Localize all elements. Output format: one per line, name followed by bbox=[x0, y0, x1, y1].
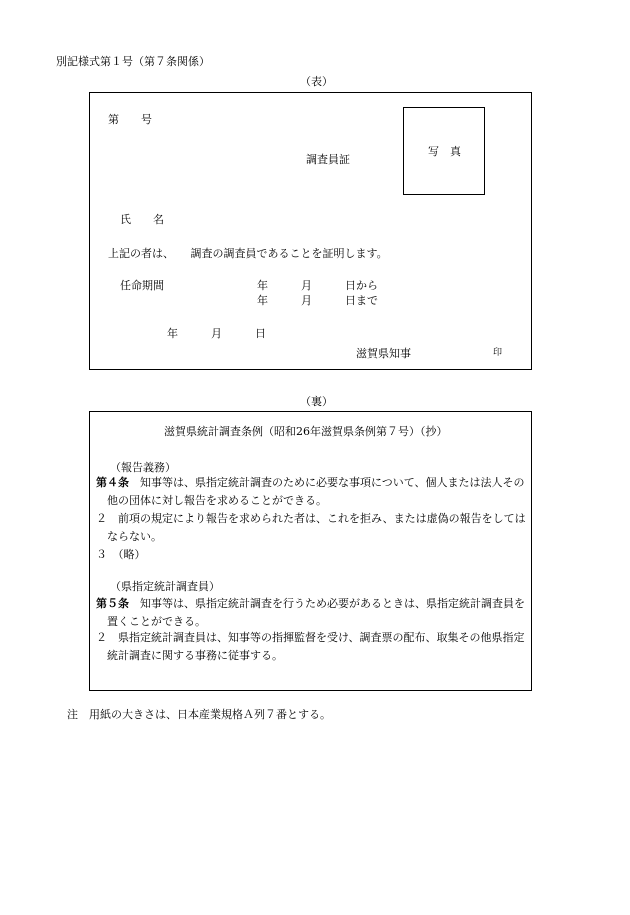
article5-paragraph1 bbox=[96, 595, 526, 631]
card-title: 調査員証 bbox=[306, 153, 350, 166]
ordinance-title: 滋賀県統計調査条例（昭和26年滋賀県条例第７号）（抄） bbox=[164, 425, 448, 438]
article4-heading: （報告義務） bbox=[110, 461, 176, 474]
photo-box bbox=[403, 107, 485, 195]
term-to: 年 月 日まで bbox=[257, 294, 378, 307]
article5-text: 知事等は、県指定統計調査を行うため必要があるときは、県指定統計調査員を置くことができる。 bbox=[107, 597, 525, 628]
article5-paragraph2: ２ 県指定統計調査員は、知事等の指揮監督を受け、調査票の配布、取集その他県指定統計調査に関する事務に従事する。 bbox=[96, 631, 525, 662]
article4-paragraph1 bbox=[96, 474, 526, 510]
article4-paragraph3: ３ （略） bbox=[96, 548, 146, 561]
photo-label: 写 真 bbox=[428, 145, 461, 158]
issuer-name: 滋賀県知事 bbox=[356, 347, 411, 360]
article4-paragraph2: ２ 前項の規定により報告を求められた者は、これを拒み、または虚偽の報告をしてはならない。 bbox=[96, 512, 526, 543]
article4-text: 知事等は、県指定統計調査のために必要な事項について、個人または法人その他の団体に対し報告を求めることができる。 bbox=[107, 476, 525, 507]
article5-number: 第５条 bbox=[96, 597, 129, 610]
paper-size-note: 注 用紙の大きさは、日本産業規格Ａ列７番とする。 bbox=[67, 708, 331, 721]
front-label: （表） bbox=[300, 75, 333, 88]
article5-heading: （県指定統計調査員） bbox=[110, 580, 220, 593]
article4-number: 第４条 bbox=[96, 476, 129, 489]
front-card bbox=[89, 92, 532, 370]
back-label: （裏） bbox=[300, 395, 333, 408]
issue-date: 年 月 日 bbox=[167, 327, 266, 340]
term-from: 年 月 日から bbox=[257, 279, 378, 292]
number-label: 第 号 bbox=[108, 113, 152, 126]
name-label: 氏 名 bbox=[120, 213, 164, 226]
term-label: 任命期間 bbox=[120, 279, 164, 292]
seal-mark: 印 bbox=[493, 348, 503, 358]
form-header: 別記様式第１号（第７条関係） bbox=[56, 55, 210, 68]
certify-text: 上記の者は、 調査の調査員であることを証明します。 bbox=[108, 247, 388, 260]
